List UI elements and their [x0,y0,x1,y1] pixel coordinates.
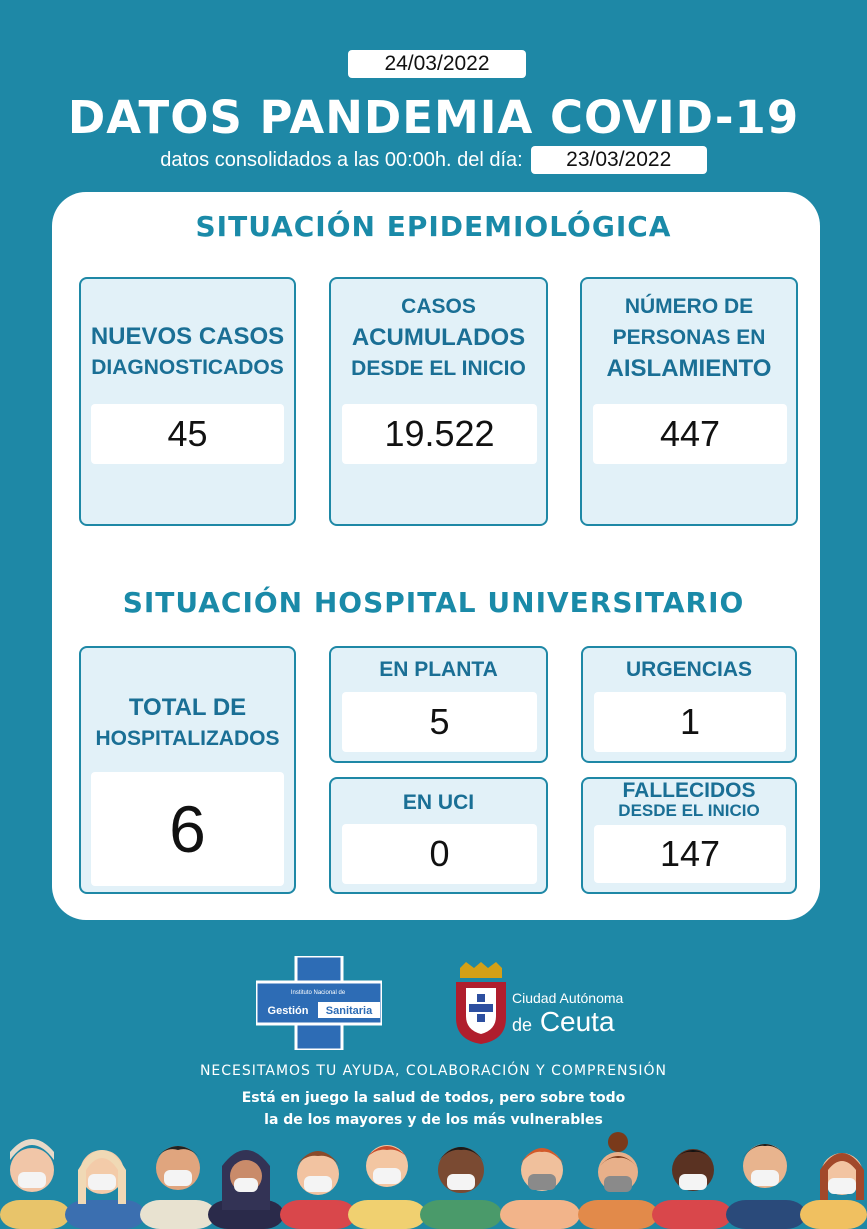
person-4 [208,1150,284,1229]
isolation-label-3: AISLAMIENTO [606,355,772,382]
new-cases-label-1: NUEVOS CASOS [90,323,285,350]
icu-label: EN UCI [402,791,475,814]
ward-label: EN PLANTA [379,658,498,681]
person-2 [65,1150,145,1229]
person-8 [500,1148,580,1229]
card-ward [329,646,548,763]
person-6 [348,1145,426,1229]
ings-cross-icon [256,956,382,1050]
ceuta-text-name: Ceuta [539,1006,615,1037]
logos-row [0,952,867,1052]
person-7 [420,1147,502,1229]
person-5 [280,1151,356,1229]
deaths-label-1: FALLECIDOS [622,779,756,802]
person-10 [652,1149,732,1229]
footer-line-2: Está en juego la salud de todos, pero sobre todo [241,1090,626,1106]
ings-text-1: Instituto Nacional de [290,990,346,996]
section-title-epidemiological: SITUACIÓN EPIDEMIOLÓGICA [195,210,672,243]
deaths-value: 147 [594,825,786,883]
person-11 [726,1144,806,1229]
total-hospitalized-value: 6 [91,772,284,886]
cumulative-label-3: DESDE EL INICIO [351,357,526,380]
footer-line-3: la de los mayores y de los más vulnerables [264,1112,603,1128]
cumulative-label-1: CASOS [401,295,476,318]
card-cumulative-cases [329,277,548,526]
card-total-hospitalized [79,646,296,894]
isolation-label-1: NÚMERO DE [624,295,754,318]
ceuta-text-de: de [512,1015,533,1035]
person-3 [140,1146,216,1229]
isolation-value: 447 [593,404,787,464]
total-label-2: HOSPITALIZADOS [95,727,280,750]
ings-logo [256,956,382,1050]
people-illustration [0,1130,867,1229]
ward-value: 5 [342,692,537,752]
subtitle: datos consolidados a las 00:00h. del día: [160,148,523,171]
icu-value: 0 [342,824,537,884]
report-date: 24/03/2022 [348,50,526,78]
card-isolation [580,277,798,526]
isolation-label-2: PERSONAS EN [612,326,766,349]
card-emergency [581,646,797,763]
section-title-hospital: SITUACIÓN HOSPITAL UNIVERSITARIO [122,586,745,619]
page-title: DATOS PANDEMIA COVID-19 [67,91,800,144]
deaths-label-2: DESDE EL INICIO [618,801,760,820]
data-date: 23/03/2022 [531,146,707,174]
ceuta-text-1: Ciudad Autónoma [512,990,624,1006]
card-deaths [581,777,797,894]
ings-text-3: Sanitaria [325,1005,373,1017]
subtitle-row [0,145,867,175]
cumulative-label-2: ACUMULADOS [351,324,526,351]
ceuta-shield-icon [452,962,510,1044]
footer-line-1: NECESITAMOS TU AYUDA, COLABORACIÓN Y COMPRENSIÓN [199,1063,668,1079]
emergency-value: 1 [594,692,786,752]
card-new-cases [79,277,296,526]
ings-text-2: Gestión [267,1005,309,1017]
card-icu [329,777,548,894]
person-1 [0,1139,70,1229]
person-12 [800,1153,867,1229]
ceuta-logo [452,962,652,1044]
total-label-1: TOTAL DE [128,694,247,721]
cumulative-value: 19.522 [342,404,537,464]
new-cases-value: 45 [91,404,284,464]
emergency-label: URGENCIAS [625,658,752,681]
new-cases-label-2: DIAGNOSTICADOS [91,356,284,379]
person-9 [578,1132,658,1229]
